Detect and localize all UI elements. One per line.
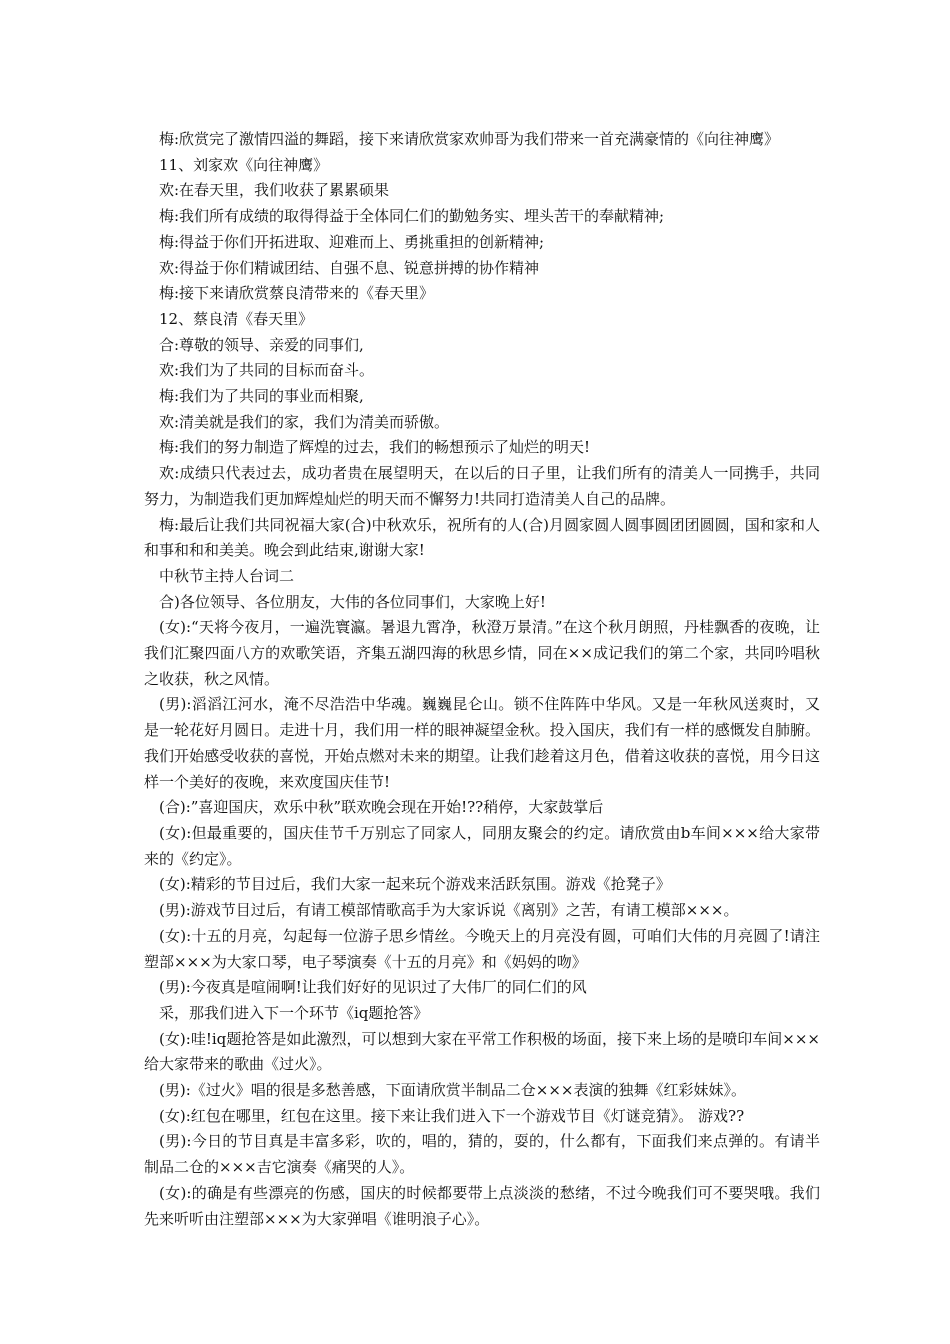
paragraph: 梅:最后让我们共同祝福大家(合)中秋欢乐，祝所有的人(合)月圆家圆人圆事圆团团圆圆，国和家和人和事和和和美美。晚会到此结束,谢谢大家! bbox=[144, 515, 820, 560]
paragraph: 合:尊敬的领导、亲爱的同事们, bbox=[159, 335, 364, 354]
paragraph: (男):《过火》唱的很是多愁善感，下面请欣赏半制品二仓×××表演的独舞《红彩妹妹》。 bbox=[159, 1081, 746, 1100]
paragraph: (女):哇!iq题抢答是如此激烈，可以想到大家在平常工作积极的场面，接下来上场的是喷印车间×××给大家带来的歌曲《过火》。 bbox=[144, 1029, 820, 1074]
paragraph: (男):今日的节目真是丰富多彩，吹的，唱的，猜的，耍的，什么都有，下面我们来点弹的。有请半制品二仓的×××吉它演奏《痛哭的人》。 bbox=[144, 1132, 820, 1177]
paragraph: 合)各位领导、各位朋友，大伟的各位同事们，大家晚上好! bbox=[159, 592, 546, 611]
paragraph: 梅:我们为了共同的事业而相聚, bbox=[159, 387, 364, 406]
paragraph: (女):但最重要的，国庆佳节千万别忘了同家人，同朋友聚会的约定。请欣赏由b车间×××给大家带来的《约定》。 bbox=[144, 823, 820, 868]
section-heading: 中秋节主持人台词二 bbox=[159, 566, 295, 585]
paragraph: (合):”喜迎国庆，欢乐中秋”联欢晚会现在开始!??稍停，大家鼓掌后 bbox=[159, 798, 604, 817]
paragraph: (女):的确是有些漂亮的伤感，国庆的时候都要带上点淡淡的愁绪，不过今晚我们可不要哭哦。我们先来听听由注塑部×××为大家弹唱《谁明浪子心》。 bbox=[144, 1183, 820, 1228]
paragraph: (女):十五的月亮，勾起每一位游子思乡情丝。今晚天上的月亮没有圆，可咱们大伟的月亮圆了!请注塑部×××为大家口琴，电子琴演奏《十五的月亮》和《妈妈的吻》 bbox=[144, 926, 820, 971]
paragraph: 12、蔡良清《春天里》 bbox=[159, 309, 314, 328]
paragraph: 梅:我们所有成绩的取得得益于全体同仁们的勤勉务实、埋头苦干的奉献精神; bbox=[159, 207, 665, 226]
paragraph: 欢:我们为了共同的目标而奋斗。 bbox=[159, 361, 375, 380]
paragraph: 11、刘家欢《向往神鹰》 bbox=[159, 155, 329, 174]
paragraph: 欢:清美就是我们的家，我们为清美而骄傲。 bbox=[159, 412, 450, 431]
paragraph: (男):今夜真是喧闹啊!让我们好好的见识过了大伟厂的同仁们的风 bbox=[159, 978, 587, 997]
paragraph: 采，那我们进入下一个环节《iq题抢答》 bbox=[159, 1003, 429, 1022]
paragraph: (女):“天将今夜月，一遍洗寰瀛。暑退九霄净，秋澄万景清。”在这个秋月朗照，丹桂飘香的夜晚，让我们汇聚四面八方的欢歌笑语，齐集五湖四海的秋思乡情，同在××成记我们的第二个家，共同吟唱秋之收获，秋之风情。 bbox=[144, 618, 820, 688]
document-body bbox=[144, 127, 820, 1232]
paragraph: 梅:我们的努力制造了辉煌的过去，我们的畅想预示了灿烂的明天! bbox=[159, 438, 591, 457]
paragraph: 梅:欣赏完了激情四溢的舞蹈，接下来请欣赏家欢帅哥为我们带来一首充满豪情的《向往神鹰》 bbox=[159, 130, 780, 148]
paragraph: (男):游戏节目过后，有请工模部情歌高手为大家诉说《离别》之苦，有请工模部×××。 bbox=[159, 901, 739, 920]
paragraph: 欢:成绩只代表过去，成功者贵在展望明天，在以后的日子里，让我们所有的清美人一同携手，共同努力，为制造我们更加辉煌灿烂的明天而不懈努力!共同打造清美人自己的品牌。 bbox=[144, 464, 820, 508]
paragraph: 欢:得益于你们精诚团结、自强不息、锐意拼搏的协作精神 bbox=[159, 258, 540, 277]
paragraph: 欢:在春天里，我们收获了累累硕果 bbox=[159, 181, 390, 200]
paragraph: (女):红包在哪里，红包在这里。接下来让我们进入下一个游戏节目《灯谜竞猜》。 游戏?? bbox=[159, 1106, 745, 1125]
paragraph: (男):滔滔江河水，淹不尽浩浩中华魂。巍巍昆仑山。锁不住阵阵中华风。又是一年秋风送爽时，又是一轮花好月圆日。走进十月，我们用一样的眼神凝望金秋。投入国庆，我们有一样的感慨发自肺腑。我们开始感受收获的喜悦，开始点燃对未来的期望。让我们趁着这月色，借着这收获的喜悦，用今日这样一个美好的夜晚，来欢度国庆佳节! bbox=[144, 695, 820, 791]
paragraph: 梅:接下来请欣赏蔡良清带来的《春天里》 bbox=[159, 284, 435, 303]
paragraph: (女):精彩的节目过后，我们大家一起来玩个游戏来活跃氛围。游戏《抢凳子》 bbox=[159, 875, 671, 894]
paragraph: 梅:得益于你们开拓进取、迎难而上、勇挑重担的创新精神; bbox=[159, 232, 545, 251]
